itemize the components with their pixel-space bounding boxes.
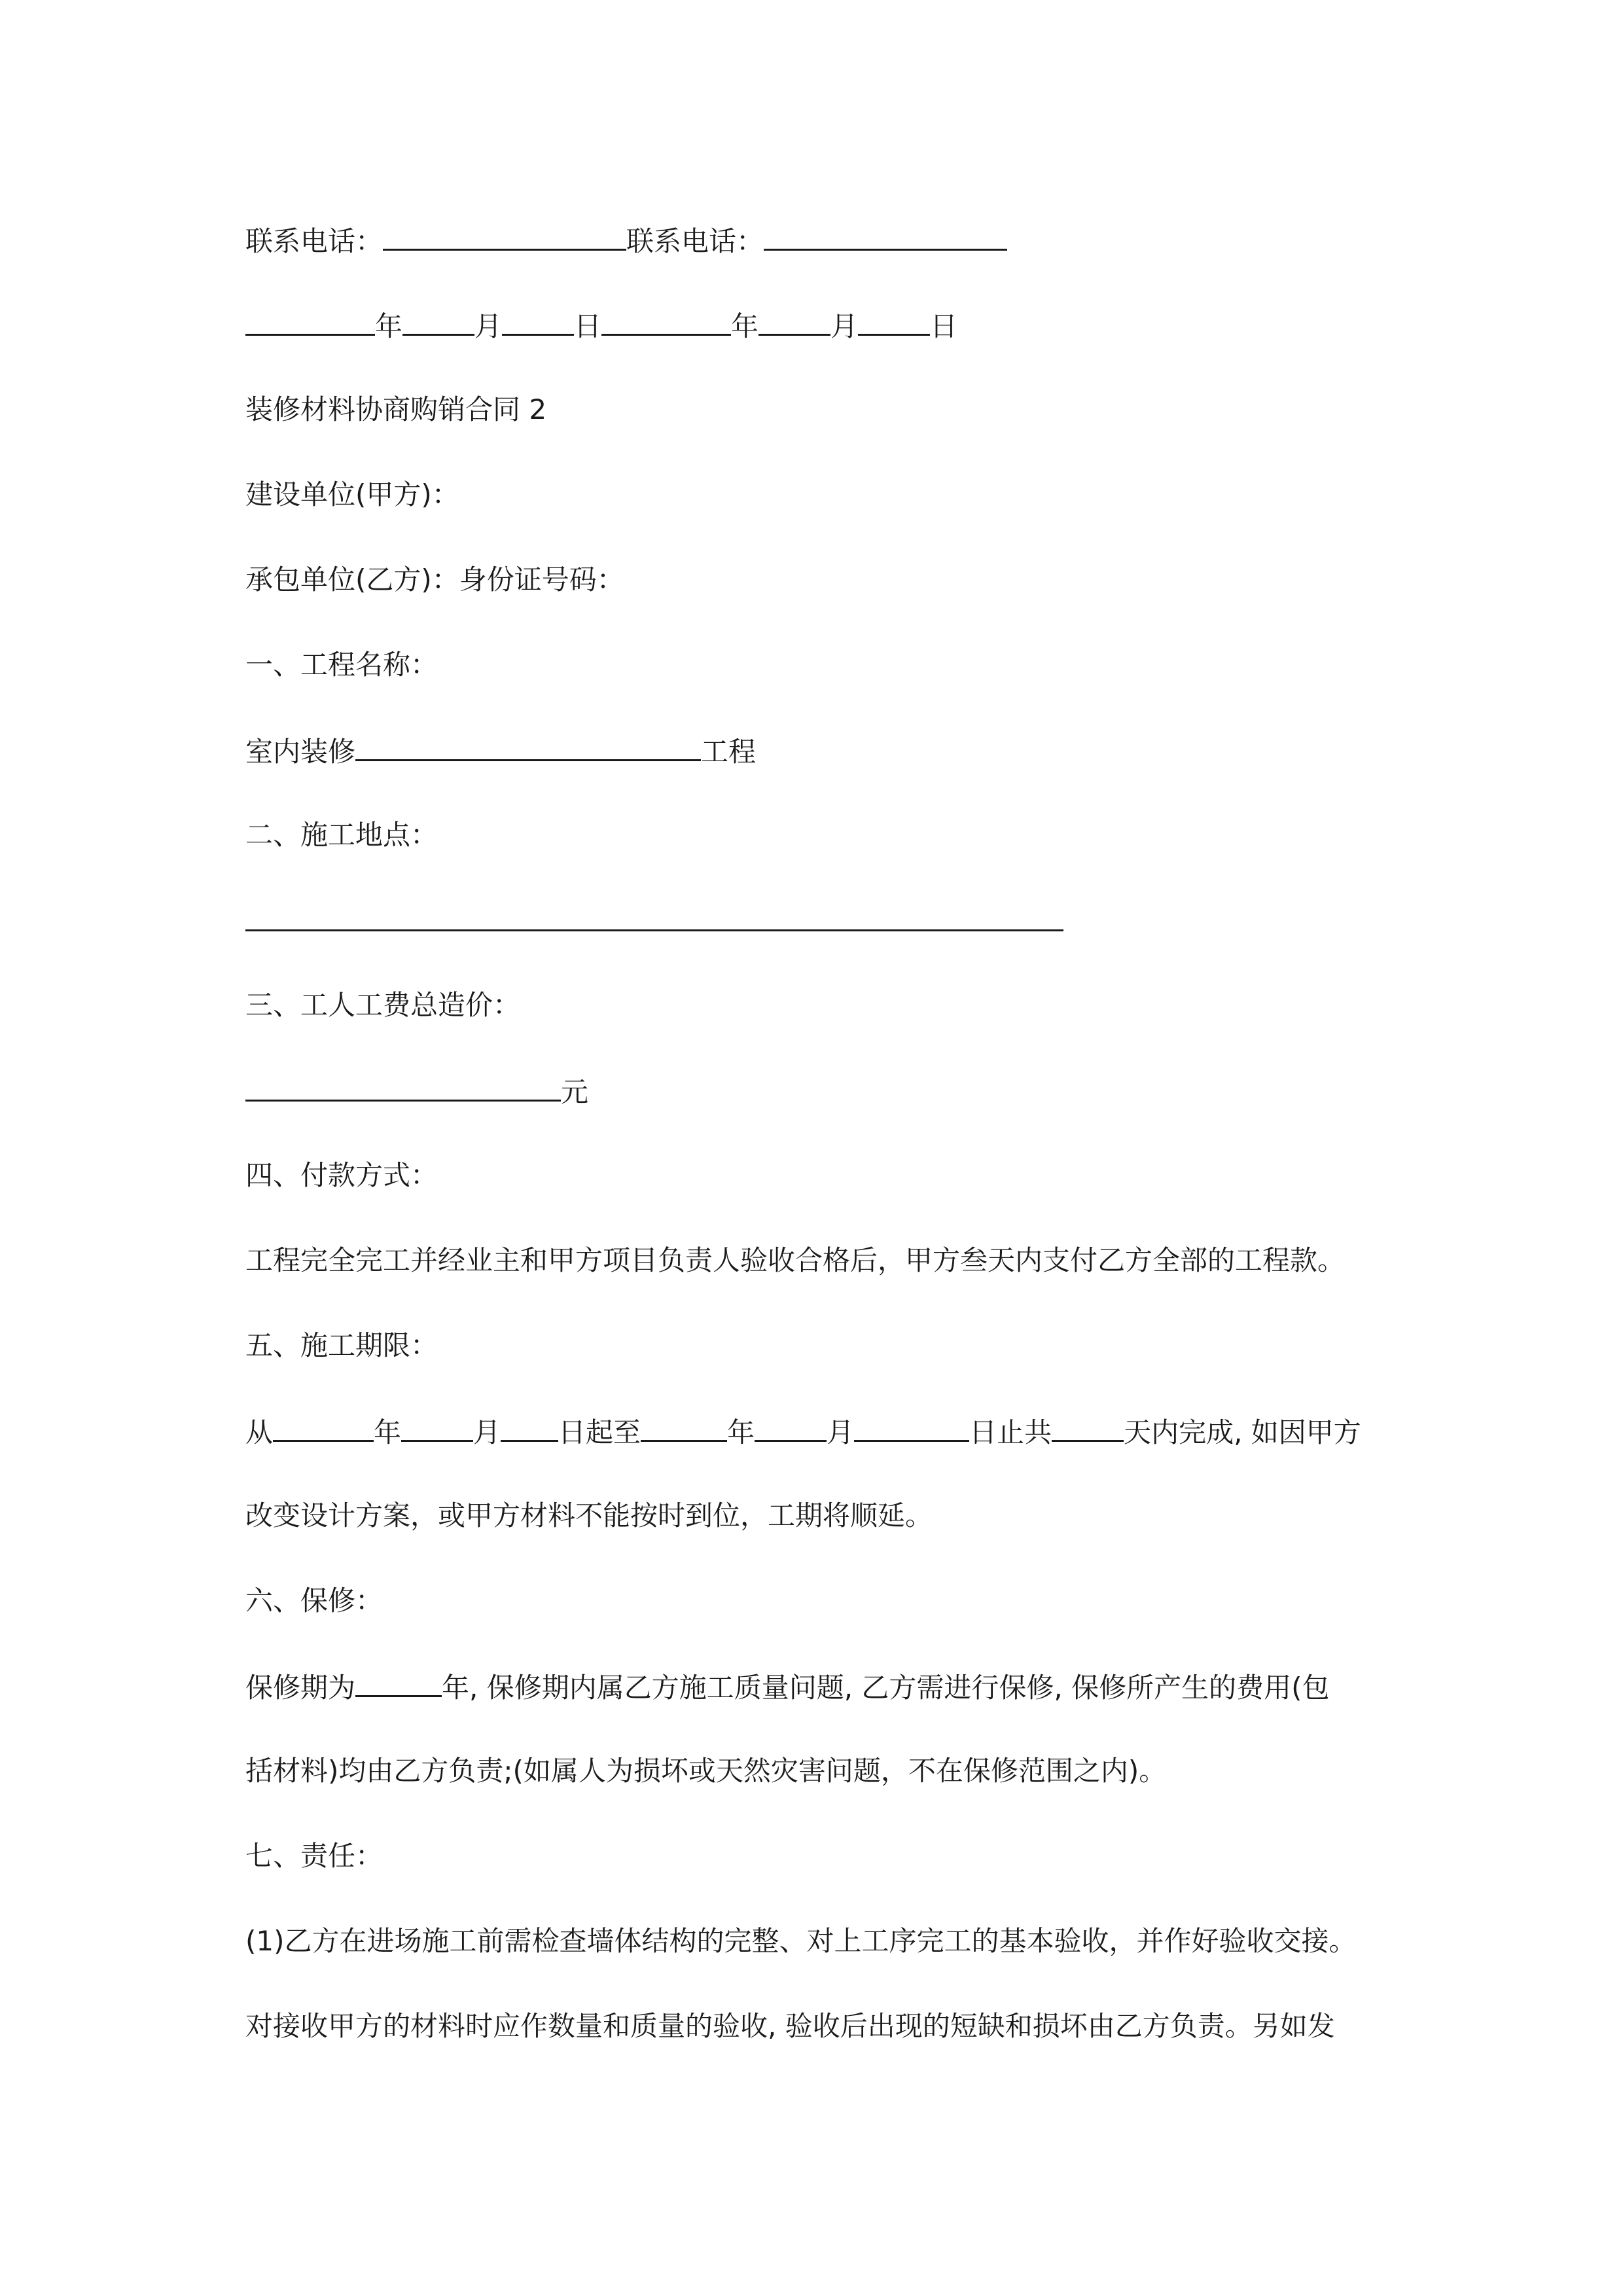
project-name-blank bbox=[355, 730, 701, 761]
month-blank-2 bbox=[758, 305, 830, 336]
party-a-line: 建设单位(甲方)： bbox=[245, 478, 459, 511]
party-b-line: 承包单位(乙方)：身份证号码： bbox=[245, 564, 624, 596]
warranty-years-blank bbox=[355, 1666, 442, 1697]
date-line bbox=[245, 305, 957, 346]
end-year-blank bbox=[641, 1411, 727, 1442]
end-month-label: 月 bbox=[827, 1416, 855, 1448]
start-month-label: 月 bbox=[473, 1416, 501, 1448]
site-address-blank bbox=[245, 901, 1063, 931]
section-7-heading: 七、责任： bbox=[245, 1840, 383, 1872]
schedule-line-1 bbox=[245, 1411, 1361, 1452]
year-label-1: 年 bbox=[375, 310, 403, 342]
schedule-line-2: 改变设计方案，或甲方材料不能按时到位，工期将顺延。 bbox=[245, 1499, 933, 1532]
end-year-label: 年 bbox=[727, 1416, 755, 1448]
payment-terms-text: 工程完全完工并经业主和甲方项目负责人验收合格后，甲方叁天内支付乙方全部的工程款。 bbox=[245, 1244, 1346, 1276]
site-address-line bbox=[245, 901, 1063, 942]
month-label-2: 月 bbox=[830, 310, 859, 342]
year-blank-1 bbox=[245, 305, 375, 336]
contact-line bbox=[245, 220, 1007, 261]
responsibility-line-2: 对接收甲方的材料时应作数量和质量的验收, 验收后出现的短缺和损坏由乙方负责。另如发 bbox=[245, 2010, 1335, 2042]
start-day-blank bbox=[501, 1411, 558, 1442]
end-day-label: 日止共 bbox=[969, 1416, 1052, 1448]
contact-label-1: 联系电话： bbox=[245, 225, 383, 257]
section-2-heading: 二、施工地点： bbox=[245, 819, 438, 851]
total-cost-blank bbox=[245, 1071, 561, 1102]
warranty-line-1-rest: 年, 保修期内属乙方施工质量问题, 乙方需进行保修, 保修所产生的费用(包 bbox=[442, 1672, 1330, 1704]
section-1-heading: 一、工程名称： bbox=[245, 649, 438, 681]
end-month-blank bbox=[755, 1411, 827, 1442]
schedule-tail: 天内完成, 如因甲方 bbox=[1124, 1416, 1361, 1448]
schedule-from: 从 bbox=[245, 1416, 274, 1448]
start-day-label: 日起至 bbox=[558, 1416, 641, 1448]
project-name-prefix: 室内装修 bbox=[245, 736, 356, 768]
start-month-blank bbox=[401, 1411, 473, 1442]
project-name-suffix: 工程 bbox=[701, 736, 757, 768]
contact-phone-blank-2 bbox=[764, 220, 1007, 251]
day-blank-2 bbox=[858, 305, 930, 336]
project-name-line bbox=[245, 730, 756, 772]
year-label-2: 年 bbox=[731, 310, 759, 342]
day-blank-1 bbox=[502, 305, 574, 336]
section-6-heading: 六、保修： bbox=[245, 1585, 383, 1617]
section-4-heading: 四、付款方式： bbox=[245, 1159, 438, 1191]
start-year-label: 年 bbox=[374, 1416, 402, 1448]
document-title: 装修材料协商购销合同 2 bbox=[245, 393, 547, 425]
day-label-1: 日 bbox=[574, 310, 602, 342]
section-5-heading: 五、施工期限： bbox=[245, 1329, 438, 1361]
warranty-prefix: 保修期为 bbox=[245, 1672, 356, 1704]
duration-days-blank bbox=[1052, 1411, 1124, 1442]
contact-phone-blank-1 bbox=[383, 220, 626, 251]
warranty-line-1 bbox=[245, 1666, 1330, 1708]
month-blank-1 bbox=[402, 305, 474, 336]
day-label-2: 日 bbox=[930, 310, 958, 342]
warranty-line-2: 括材料)均由乙方负责;(如属人为损坏或天然灾害问题，不在保修范围之内)。 bbox=[245, 1755, 1167, 1787]
total-cost-line bbox=[245, 1071, 588, 1112]
year-blank-2 bbox=[601, 305, 731, 336]
start-year-blank bbox=[273, 1411, 374, 1442]
contact-label-2: 联系电话： bbox=[626, 225, 764, 257]
responsibility-line-1: (1)乙方在进场施工前需检查墙体结构的完整、对上工序完工的基本验收，并作好验收交接。 bbox=[245, 1925, 1357, 1957]
currency-unit: 元 bbox=[561, 1076, 589, 1108]
month-label-1: 月 bbox=[474, 310, 503, 342]
section-3-heading: 三、工人工费总造价： bbox=[245, 989, 521, 1021]
end-day-blank bbox=[854, 1411, 969, 1442]
